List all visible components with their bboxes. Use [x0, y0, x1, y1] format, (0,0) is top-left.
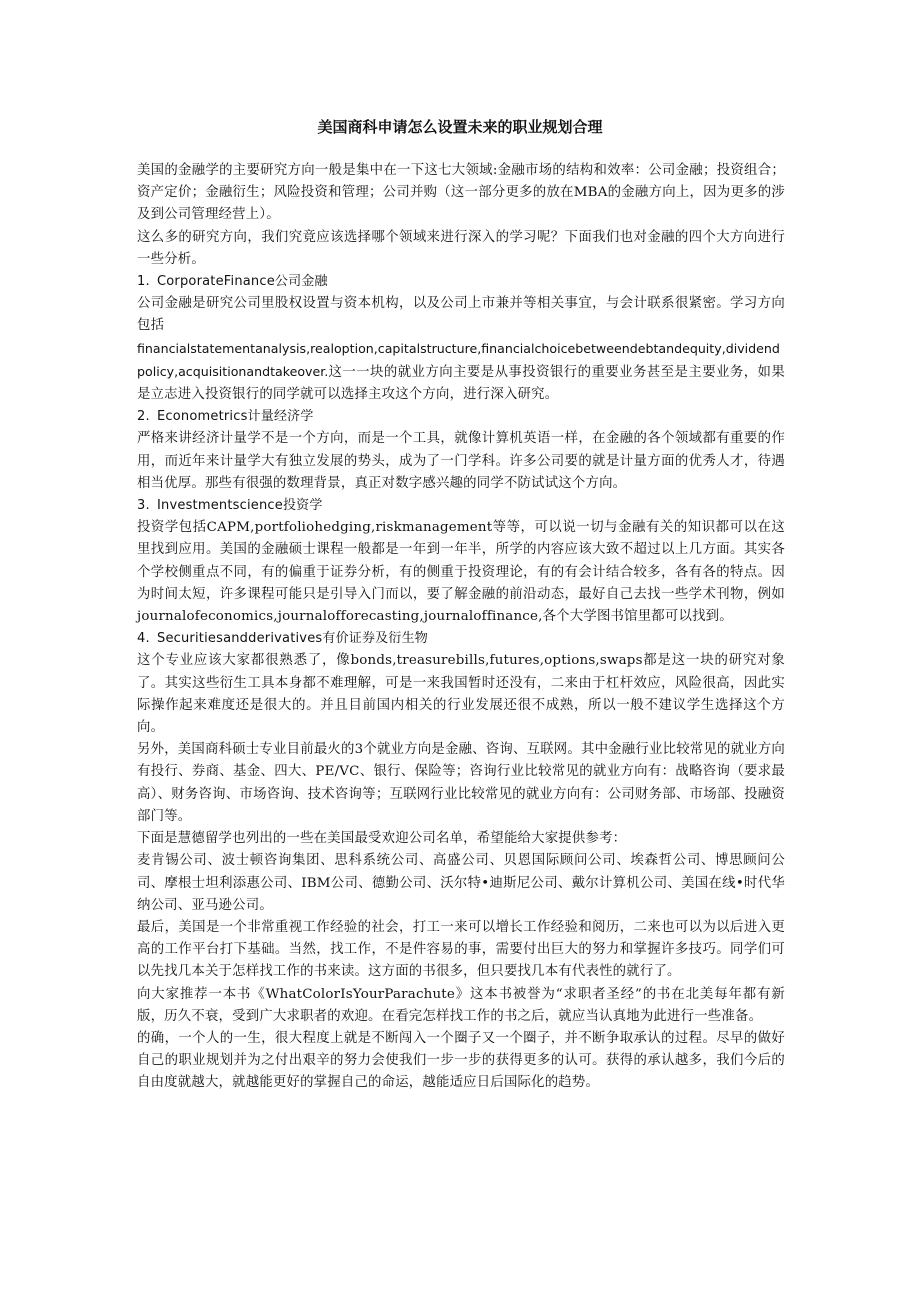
intro-paragraph: 这么多的研究方向，我们究竟应该选择哪个领域来进行深入的学习呢？下面我们也对金融的四个大方向进行一些分析。 [137, 229, 785, 267]
section-paragraph: 这个专业应该大家都很熟悉了，像bonds,treasurebills,futures,options,swaps都是这一块的研究对象了。其实这些衍生工具本身都不难理解，可是一来我国暂时还没有，二来由于杠杆效应，风险很高，因此实际操作起来难度还是很大的。并且目前国内相关的行业发展还很不成熟，所以一般不建议学生选择这个方向。 [137, 653, 785, 736]
section-number: 2. [137, 409, 150, 425]
closing-paragraph: 另外，美国商科硕士专业目前最火的3个就业方向是金融、咨询、互联网。其中金融行业比较常见的就业方向有投行、券商、基金、四大、PE/VC、银行、保险等；咨询行业比较常见的就业方向有：战略咨询（要求最高）、财务咨询、市场咨询、技术咨询等；互联网行业比较常见的就业方向有：公司财务部、市场部、投融资部门等。 [137, 742, 785, 824]
intro-paragraph: 美国的金融学的主要研究方向一般是集中在一下这七大领域:金融市场的结构和效率：公司金融；投资组合；资产定价；金融衍生；风险投资和管理；公司并购（这一部分更多的放在MBA的金融方向上，因为更多的涉及到公司管理经营上）。 [137, 163, 785, 223]
document-title: 美国商科申请怎么设置未来的职业规划合理 [317, 118, 603, 136]
closing-paragraph: 下面是慧德留学也列出的一些在美国最受欢迎公司名单，希望能给大家提供参考： [137, 831, 627, 847]
terms-list: financialstatementanalysis,realoption,capitalstructure,financialchoicebetweendebtandequity,dividendpolicy,acquisitionandtakeover. [137, 340, 780, 379]
section-paragraph: 公司金融是研究公司里股权设置与资本机构，以及公司上市兼并等相关事宜，与会计联系很紧密。学习方向包括 [137, 296, 785, 334]
closing-paragraph: 最后，美国是一个非常重视工作经验的社会，打工一来可以增长工作经验和阅历，二来也可以为以后进入更高的工作平台打下基础。当然，找工作，不是件容易的事，需要付出巨大的努力和掌握许多技巧。同学们可以先找几本关于怎样找工作的书来读。这方面的书很多，但只要找几本有代表性的就行了。 [137, 919, 785, 980]
section-paragraph: 投资学包括CAPM,portfoliohedging,riskmanagement等等，可以说一切与金融有关的知识都可以在这里找到应用。美国的金融硕士课程一般都是一年到一年半，所学的内容应该大致不超过以上几方面。其实各个学校侧重点不同，有的偏重于证券分析，有的侧重于投资理论，有的有会计结合较多，各有各的特点。因为时间太短，许多课程可能只是引导入门而以，要了解金融的前沿动态，最好自己去找一些学术刊物，例如journalofeconomics,journalofforecasting,journaloffinance,各个大学图书馆里都可以找到。 [137, 520, 785, 625]
section-title: Investmentscience投资学 [157, 498, 323, 514]
terms-tail: 这一一块的就业方向主要是从事投资银行的重要业务甚至是主要业务，如果是立志进入投资银行的同学就可以选择主攻这个方向，进行深入研究。 [137, 364, 785, 403]
section-paragraph: 严格来讲经济计量学不是一个方向，而是一个工具，就像计算机英语一样，在金融的各个领域都有重要的作用，而近年来计量学大有独立发展的势头，成为了一门学科。许多公司要的就是计量方面的优秀人才，待遇相当优厚。那些有很强的数理背景，真正对数字感兴趣的同学不防试试这个方向。 [137, 431, 785, 491]
closing-paragraph: 麦肯锡公司、波士顿咨询集团、思科系统公司、高盛公司、贝恩国际顾问公司、埃森哲公司、博思顾问公司、摩根士坦利添惠公司、IBM公司、德勤公司、沃尔特•迪斯尼公司、戴尔计算机公司、美国在线•时代华纳公司、亚马逊公司。 [137, 853, 785, 913]
section-heading [137, 271, 785, 293]
section-heading [137, 406, 785, 428]
section-number: 1. [137, 274, 150, 290]
section-paragraph [137, 338, 785, 407]
section-heading [137, 628, 785, 650]
section-number: 4. [137, 631, 150, 647]
closing-paragraph: 向大家推荐一本书《WhatColorIsYourParachute》这本书被誉为“求职者圣经”的书在北美每年都有新版，历久不衰，受到广大求职者的欢迎。在看完怎样找工作的书之后，就应当认真地为此进行一些准备。 [137, 986, 785, 1024]
section-heading [137, 495, 785, 517]
section-number: 3. [137, 498, 150, 514]
section-title: CorporateFinance公司金融 [157, 274, 328, 290]
closing-paragraph: 的确，一个人的一生，很大程度上就是不断闯入一个圈子又一个圈子，并不断争取承认的过程。尽早的做好自己的职业规划并为之付出艰辛的努力会使我们一步一步的获得更多的认可。获得的承认越多，我们今后的自由度就越大，就越能更好的掌握自己的命运，越能适应日后国际化的趋势。 [137, 1030, 785, 1091]
section-title: Econometrics计量经济学 [157, 409, 314, 425]
document-body [137, 160, 785, 1095]
section-title: Securitiesandderivatives有价证券及衍生物 [157, 631, 428, 647]
